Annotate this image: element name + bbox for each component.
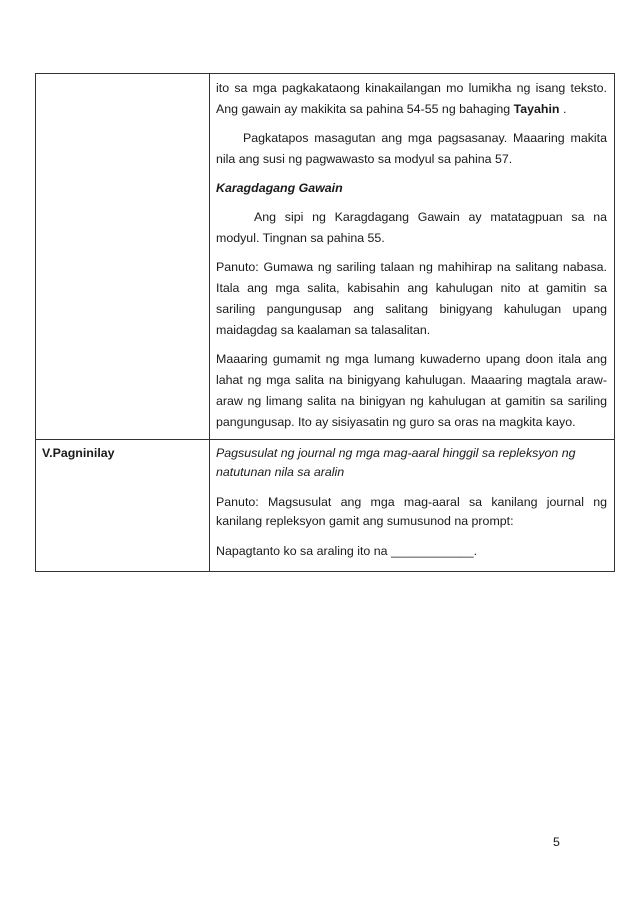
section-heading: Karagdagang Gawain — [216, 181, 343, 195]
paragraph-intro — [216, 78, 607, 120]
page-number: 5 — [553, 835, 560, 849]
section-label: V.Pagninilay — [42, 446, 115, 460]
table-row — [36, 74, 615, 440]
section-content-cell — [210, 74, 615, 440]
paragraph-panuto: Panuto: Gumawa ng sariling talaan ng mahihirap na salitang nabasa. Itala ang mga salita, kabisahin ang kahulugan nito at gamitin sa sariling pangungusap ang salitang binigyang kahulugan upang maidagdag sa kaalaman sa talasalitan. — [216, 260, 607, 337]
section-content-cell — [210, 440, 615, 572]
paragraph-text: . — [559, 102, 567, 116]
paragraph-prompt: Napagtanto ko sa araling ito na ____________. — [216, 544, 478, 558]
tayahin-bold: Tayahin — [513, 102, 560, 116]
section-label-cell — [36, 74, 210, 440]
paragraph-sipi: Ang sipi ng Karagdagang Gawain ay matatagpuan sa na modyul. Tingnan sa pahina 55. — [216, 210, 607, 245]
lesson-table — [35, 73, 615, 572]
paragraph-pagkatapos: Pagkatapos masagutan ang mga pagsasanay. Maaaring makita nila ang susi ng pagwawasto sa modyul sa pahina 57. — [216, 131, 607, 166]
paragraph-panuto: Panuto: Magsusulat ang mga mag-aaral sa kanilang journal ng kanilang repleksyon gamit ang sumusunod na prompt: — [216, 495, 607, 528]
section-label-cell — [36, 440, 210, 572]
section-label — [36, 74, 209, 82]
paragraph-text: ito sa mga pagkakataong kinakailangan mo lumikha ng isang teksto. Ang gawain ay makikita sa pahina 54-55 ng bahaging — [216, 81, 607, 116]
table-row — [36, 440, 615, 572]
paragraph-journal: Pagsusulat ng journal ng mga mag-aaral hinggil sa repleksyon ng natutunan nila sa aralin — [216, 446, 576, 479]
paragraph-maaaring: Maaaring gumamit ng mga lumang kuwaderno upang doon itala ang lahat ng mga salita na binigyang kahulugan. Maaaring magtala araw- araw ng limang salita na binigyan ng kahulugan at gamitin sa sariling pangungusap. Ito ay sisiyasatin ng guro sa oras na magkita kayo. — [216, 352, 607, 429]
